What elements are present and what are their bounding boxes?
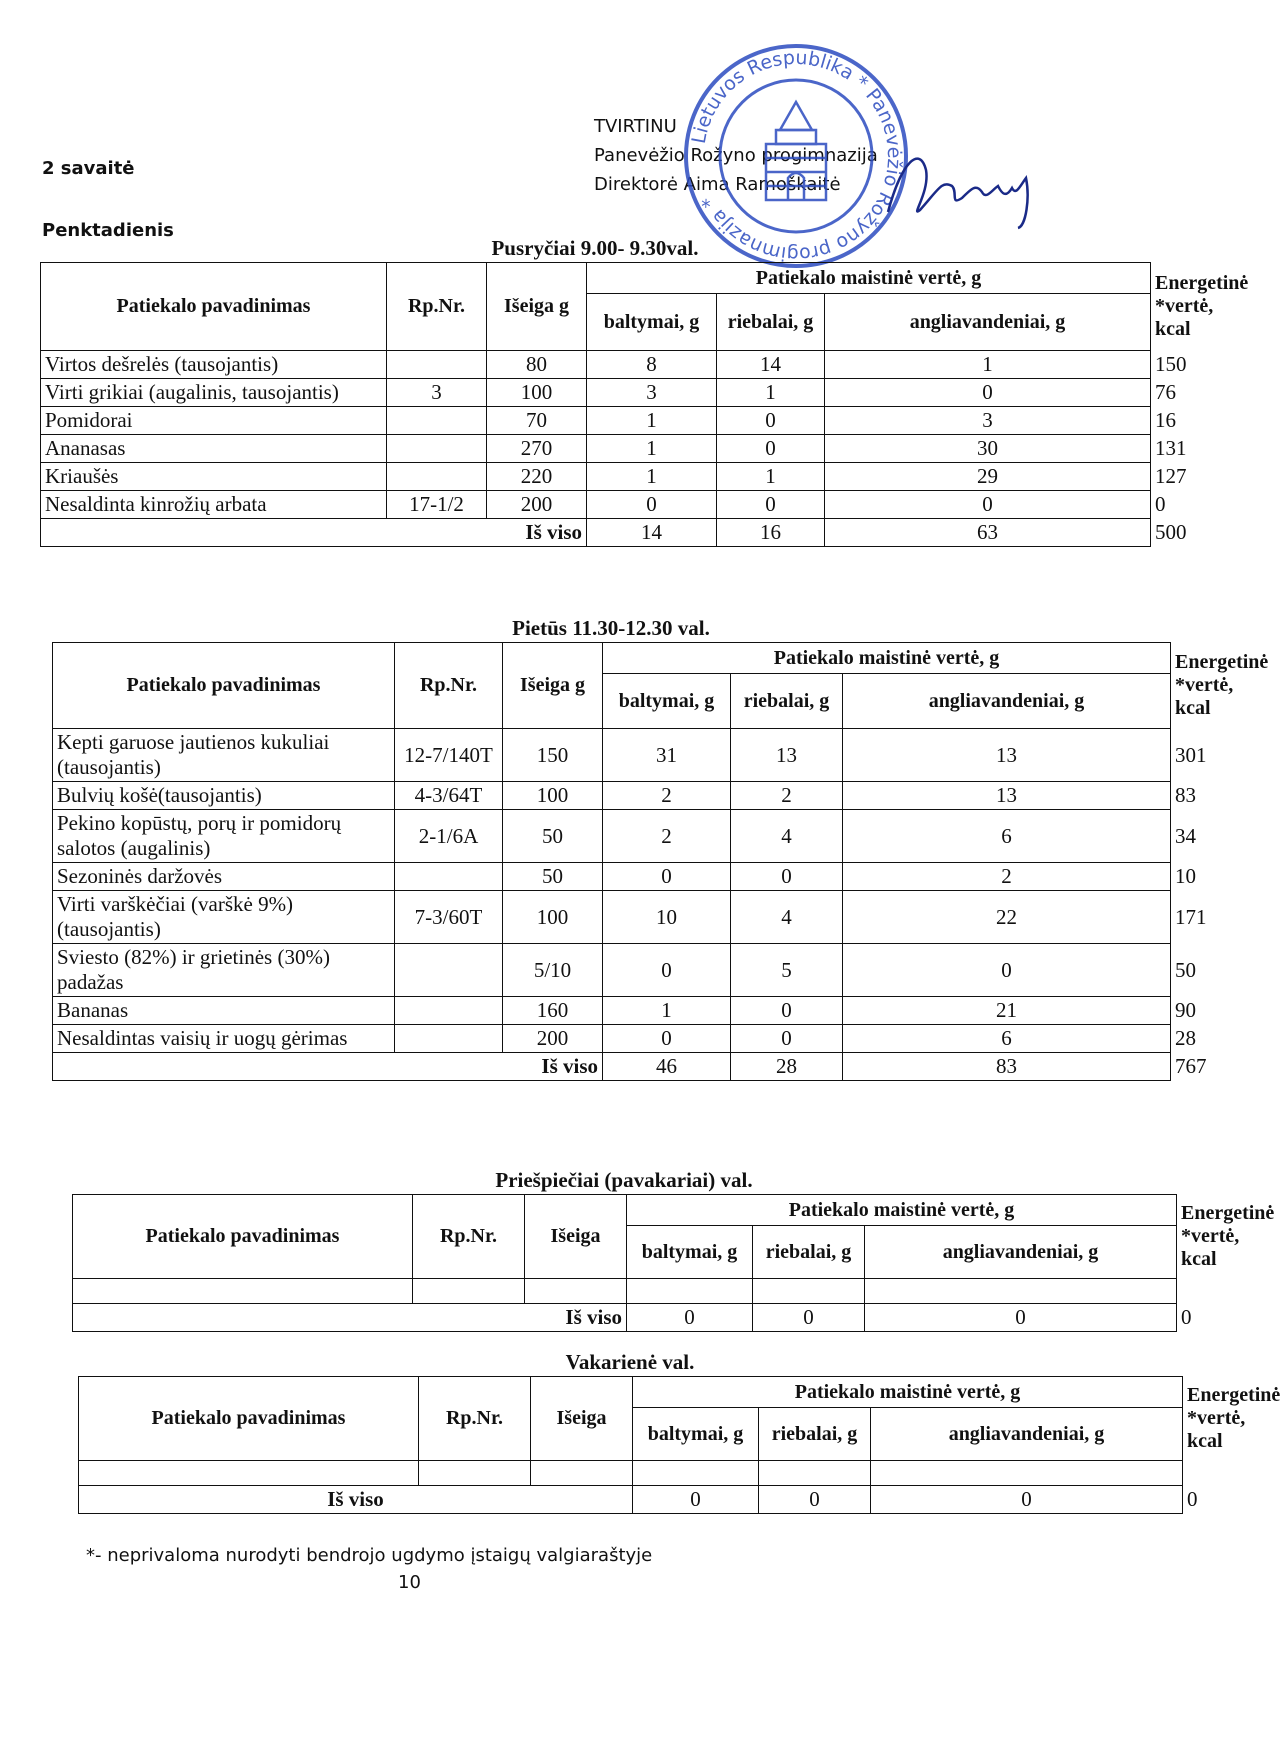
- total-fat: 28: [731, 1053, 843, 1081]
- approval-line-2: Panevėžio Rožyno progimnazija: [594, 145, 878, 166]
- total-carbs: 0: [871, 1486, 1183, 1514]
- output-value: 50: [503, 810, 603, 863]
- approval-line-1: TVIRTINU: [594, 116, 677, 137]
- output-value: 100: [503, 782, 603, 810]
- fat-value: 5: [731, 944, 843, 997]
- total-row: Iš viso 0 0 0 0: [73, 1304, 1177, 1332]
- col-header-nutrition: Patiekalo maistinė vertė, g: [627, 1195, 1177, 1226]
- output-value: 220: [487, 463, 587, 491]
- col-header-nutrition: Patiekalo maistinė vertė, g: [603, 643, 1171, 674]
- fat-value: 1: [717, 379, 825, 407]
- recipe-number: [395, 997, 503, 1025]
- output-value: 70: [487, 407, 587, 435]
- dish-name: Bulvių košė(tausojantis): [53, 782, 395, 810]
- stamp-tower-emblem: [766, 102, 826, 200]
- protein-value: 10: [603, 891, 731, 944]
- carbs-value: 30: [825, 435, 1151, 463]
- total-carbs: 83: [843, 1053, 1171, 1081]
- fat-value: 1: [717, 463, 825, 491]
- col-header-nutrition: Patiekalo maistinė vertė, g: [587, 263, 1151, 294]
- total-protein: 0: [633, 1486, 759, 1514]
- lunch-title: Pietūs 11.30-12.30 val.: [512, 616, 710, 640]
- table-row: Sezoninės daržovės 50 0 0 2 10: [53, 863, 1171, 891]
- recipe-number: [387, 407, 487, 435]
- recipe-number: 7-3/60T: [395, 891, 503, 944]
- snack-title: Priešpiečiai (pavakariai) val.: [495, 1168, 753, 1192]
- dinner-section: [78, 1348, 1280, 1514]
- total-label: Iš viso: [395, 1053, 603, 1081]
- recipe-number: [395, 944, 503, 997]
- recipe-number: 4-3/64T: [395, 782, 503, 810]
- col-header-protein: baltymai, g: [627, 1226, 753, 1279]
- breakfast-title: Pusryčiai 9.00- 9.30val.: [491, 236, 699, 260]
- output-value: 80: [487, 351, 587, 379]
- dish-name: Virti grikiai (augalinis, tausojantis): [41, 379, 387, 407]
- output-value: 270: [487, 435, 587, 463]
- output-value: 200: [487, 491, 587, 519]
- stamp-text: Lietuvos Respublika * Panevėžio Rožyno progimnazija *: [687, 46, 906, 266]
- protein-value: 1: [603, 997, 731, 1025]
- output-value: 150: [503, 729, 603, 782]
- col-header-output: Išeiga: [531, 1377, 633, 1461]
- lunch-section: [52, 614, 1269, 1081]
- col-header-name: Patiekalo pavadinimas: [53, 643, 395, 729]
- col-header-output: Išeiga: [525, 1195, 627, 1279]
- output-value: 100: [503, 891, 603, 944]
- snack-table: Patiekalo pavadinimas Rp.Nr. Išeiga Patiekalo maistinė vertė, g Energetinė *vertė, kcal baltymai, g riebalai, g angliavandeniai, g Iš viso 0 0 0 0: [72, 1194, 1177, 1332]
- table-row: Pomidorai 70 1 0 3 16: [41, 407, 1151, 435]
- table-row: Kepti garuose jautienos kukuliai (tausojantis) 12-7/140T 150 31 13 13 301: [53, 729, 1171, 782]
- fat-value: 4: [731, 891, 843, 944]
- total-protein: 46: [603, 1053, 731, 1081]
- protein-value: 0: [603, 944, 731, 997]
- total-protein: 14: [587, 519, 717, 547]
- empty-row: [79, 1461, 1183, 1486]
- carbs-value: 2: [843, 863, 1171, 891]
- fat-value: 14: [717, 351, 825, 379]
- dish-name: Ananasas: [41, 435, 387, 463]
- dish-name: Sezoninės daržovės: [53, 863, 395, 891]
- output-value: 50: [503, 863, 603, 891]
- total-carbs: 63: [825, 519, 1151, 547]
- total-row: Iš viso 0 0 0 0: [79, 1486, 1183, 1514]
- total-protein: 0: [627, 1304, 753, 1332]
- protein-value: 1: [587, 407, 717, 435]
- protein-value: 8: [587, 351, 717, 379]
- total-row: Iš viso 14 16 63 500: [41, 519, 1151, 547]
- empty-row: [73, 1279, 1177, 1304]
- carbs-value: 6: [843, 1025, 1171, 1053]
- carbs-value: 21: [843, 997, 1171, 1025]
- dish-name: Nesaldinta kinrožių arbata: [41, 491, 387, 519]
- carbs-value: 0: [825, 379, 1151, 407]
- dish-name: Virti varškėčiai (varškė 9%) (tausojantis): [53, 891, 395, 944]
- carbs-value: 13: [843, 782, 1171, 810]
- carbs-value: 13: [843, 729, 1171, 782]
- output-value: 100: [487, 379, 587, 407]
- dish-name: Sviesto (82%) ir grietinės (30%) padažas: [53, 944, 395, 997]
- day-label: Penktadienis: [42, 220, 174, 241]
- table-row: Bananas 160 1 0 21 90: [53, 997, 1171, 1025]
- recipe-number: [395, 1025, 503, 1053]
- total-label: Iš viso: [79, 1486, 633, 1514]
- dinner-table: Patiekalo pavadinimas Rp.Nr. Išeiga Patiekalo maistinė vertė, g Energetinė *vertė, kcal baltymai, g riebalai, g angliavandeniai, g Iš viso 0 0 0 0: [78, 1376, 1183, 1514]
- dish-name: Pomidorai: [41, 407, 387, 435]
- total-fat: 0: [759, 1486, 871, 1514]
- carbs-value: 1: [825, 351, 1151, 379]
- footnote: *- neprivaloma nurodyti bendrojo ugdymo įstaigų valgiaraštyje: [86, 1545, 653, 1566]
- col-header-protein: baltymai, g: [633, 1408, 759, 1461]
- col-header-fat: riebalai, g: [731, 674, 843, 729]
- fat-value: 13: [731, 729, 843, 782]
- fat-value: 0: [717, 491, 825, 519]
- fat-value: 0: [731, 863, 843, 891]
- dish-name: Kriaušės: [41, 463, 387, 491]
- total-fat: 0: [753, 1304, 865, 1332]
- protein-value: 31: [603, 729, 731, 782]
- output-value: 160: [503, 997, 603, 1025]
- col-header-name: Patiekalo pavadinimas: [41, 263, 387, 351]
- col-header-protein: baltymai, g: [587, 294, 717, 351]
- recipe-number: [395, 863, 503, 891]
- col-header-name: Patiekalo pavadinimas: [79, 1377, 419, 1461]
- recipe-number: 3: [387, 379, 487, 407]
- carbs-value: 29: [825, 463, 1151, 491]
- protein-value: 3: [587, 379, 717, 407]
- col-header-output: Išeiga g: [503, 643, 603, 729]
- total-carbs: 0: [865, 1304, 1177, 1332]
- col-header-carbs: angliavandeniai, g: [825, 294, 1151, 351]
- total-row: Iš viso 46 28 83 767: [53, 1053, 1171, 1081]
- carbs-value: 0: [843, 944, 1171, 997]
- recipe-number: 2-1/6A: [395, 810, 503, 863]
- dish-name: Nesaldintas vaisių ir uogų gėrimas: [53, 1025, 395, 1053]
- table-row: Ananasas 270 1 0 30 131: [41, 435, 1151, 463]
- col-header-rp: Rp.Nr.: [419, 1377, 531, 1461]
- col-header-protein: baltymai, g: [603, 674, 731, 729]
- protein-value: 1: [587, 463, 717, 491]
- col-header-nutrition: Patiekalo maistinė vertė, g: [633, 1377, 1183, 1408]
- col-header-fat: riebalai, g: [759, 1408, 871, 1461]
- col-header-rp: Rp.Nr.: [413, 1195, 525, 1279]
- total-label: Iš viso: [413, 1304, 627, 1332]
- table-row: Virti varškėčiai (varškė 9%) (tausojantis) 7-3/60T 100 10 4 22 171: [53, 891, 1171, 944]
- carbs-value: 0: [825, 491, 1151, 519]
- director-signature: [880, 140, 1050, 230]
- breakfast-table: Patiekalo pavadinimas Rp.Nr. Išeiga g Patiekalo maistinė vertė, g Energetinė *vertė, kcal baltymai, g riebalai, g angliavandeniai, g Virtos dešrelės (tausojantis) 80 8 14 1 150 Virti grikiai (augalinis, tausojantis) 3 100 3 1 0 76 Pomidorai 70 1 0 3 16 Ananasas 270 1 0 30 131 Kriaušės 220 1 1 29 127 Nesaldinta kinrožių arbata 17-1/2 200 0 0 0 0 Iš viso 14 16 63 500: [40, 262, 1151, 547]
- recipe-number: [387, 463, 487, 491]
- table-row: Nesaldintas vaisių ir uogų gėrimas 200 0 0 6 28: [53, 1025, 1171, 1053]
- protein-value: 2: [603, 782, 731, 810]
- fat-value: 0: [731, 997, 843, 1025]
- dinner-title: Vakarienė val.: [565, 1350, 695, 1374]
- protein-value: 2: [603, 810, 731, 863]
- fat-value: 0: [717, 435, 825, 463]
- col-header-fat: riebalai, g: [753, 1226, 865, 1279]
- recipe-number: [387, 435, 487, 463]
- col-header-rp: Rp.Nr.: [387, 263, 487, 351]
- snack-section: [72, 1166, 1275, 1332]
- table-row: Nesaldinta kinrožių arbata 17-1/2 200 0 0 0 0: [41, 491, 1151, 519]
- col-header-carbs: angliavandeniai, g: [843, 674, 1171, 729]
- total-fat: 16: [717, 519, 825, 547]
- dish-name: Virtos dešrelės (tausojantis): [41, 351, 387, 379]
- dish-name: Pekino kopūstų, porų ir pomidorų salotos (augalinis): [53, 810, 395, 863]
- recipe-number: [387, 351, 487, 379]
- page-number: 10: [398, 1572, 421, 1593]
- fat-value: 0: [731, 1025, 843, 1053]
- table-row: Virti grikiai (augalinis, tausojantis) 3 100 3 1 0 76: [41, 379, 1151, 407]
- fat-value: 2: [731, 782, 843, 810]
- output-value: 5/10: [503, 944, 603, 997]
- col-header-name: Patiekalo pavadinimas: [73, 1195, 413, 1279]
- table-row: Sviesto (82%) ir grietinės (30%) padažas 5/10 0 5 0 50: [53, 944, 1171, 997]
- table-row: Bulvių košė(tausojantis) 4-3/64T 100 2 2 13 83: [53, 782, 1171, 810]
- lunch-table: Patiekalo pavadinimas Rp.Nr. Išeiga g Patiekalo maistinė vertė, g Energetinė *vertė, kcal baltymai, g riebalai, g angliavandeniai, g Kepti garuose jautienos kukuliai (tausojantis) 12-7/140T 150 31 13 13 301 Bulvių košė(tausojantis) 4-3/64T 100 2 2 13 83 Pekino kopūstų, porų ir pomidorų salotos (augalinis) 2-1/6A 50 2 4 6 34 Sezoninės daržovės 50 0 0 2 10 Virti varškėčiai (varškė 9%) (tausojantis) 7-3/60T 100 10 4 22 171 Sviesto (82%) ir grietinės (30%) padažas 5/10 0 5 0 50 Bananas 160 1 0 21 90 Nesaldintas vaisių ir uogų gėrimas 200 0 0 6 28 Iš viso 46 28 83 767: [52, 642, 1171, 1081]
- recipe-number: 17-1/2: [387, 491, 487, 519]
- total-label: Iš viso: [387, 519, 587, 547]
- table-row: Kriaušės 220 1 1 29 127: [41, 463, 1151, 491]
- table-row: Pekino kopūstų, porų ir pomidorų salotos (augalinis) 2-1/6A 50 2 4 6 34: [53, 810, 1171, 863]
- col-header-fat: riebalai, g: [717, 294, 825, 351]
- col-header-carbs: angliavandeniai, g: [865, 1226, 1177, 1279]
- dish-name: Bananas: [53, 997, 395, 1025]
- protein-value: 0: [603, 1025, 731, 1053]
- protein-value: 1: [587, 435, 717, 463]
- recipe-number: 12-7/140T: [395, 729, 503, 782]
- protein-value: 0: [587, 491, 717, 519]
- col-header-output: Išeiga g: [487, 263, 587, 351]
- carbs-value: 3: [825, 407, 1151, 435]
- carbs-value: 6: [843, 810, 1171, 863]
- table-row: Virtos dešrelės (tausojantis) 80 8 14 1 150: [41, 351, 1151, 379]
- col-header-carbs: angliavandeniai, g: [871, 1408, 1183, 1461]
- fat-value: 0: [717, 407, 825, 435]
- col-header-rp: Rp.Nr.: [395, 643, 503, 729]
- carbs-value: 22: [843, 891, 1171, 944]
- week-label: 2 savaitė: [42, 158, 135, 179]
- fat-value: 4: [731, 810, 843, 863]
- protein-value: 0: [603, 863, 731, 891]
- dish-name: Kepti garuose jautienos kukuliai (tausojantis): [53, 729, 395, 782]
- approval-line-3: Direktorė Aima Ramoškaitė: [594, 174, 841, 195]
- breakfast-section: [40, 234, 1249, 547]
- output-value: 200: [503, 1025, 603, 1053]
